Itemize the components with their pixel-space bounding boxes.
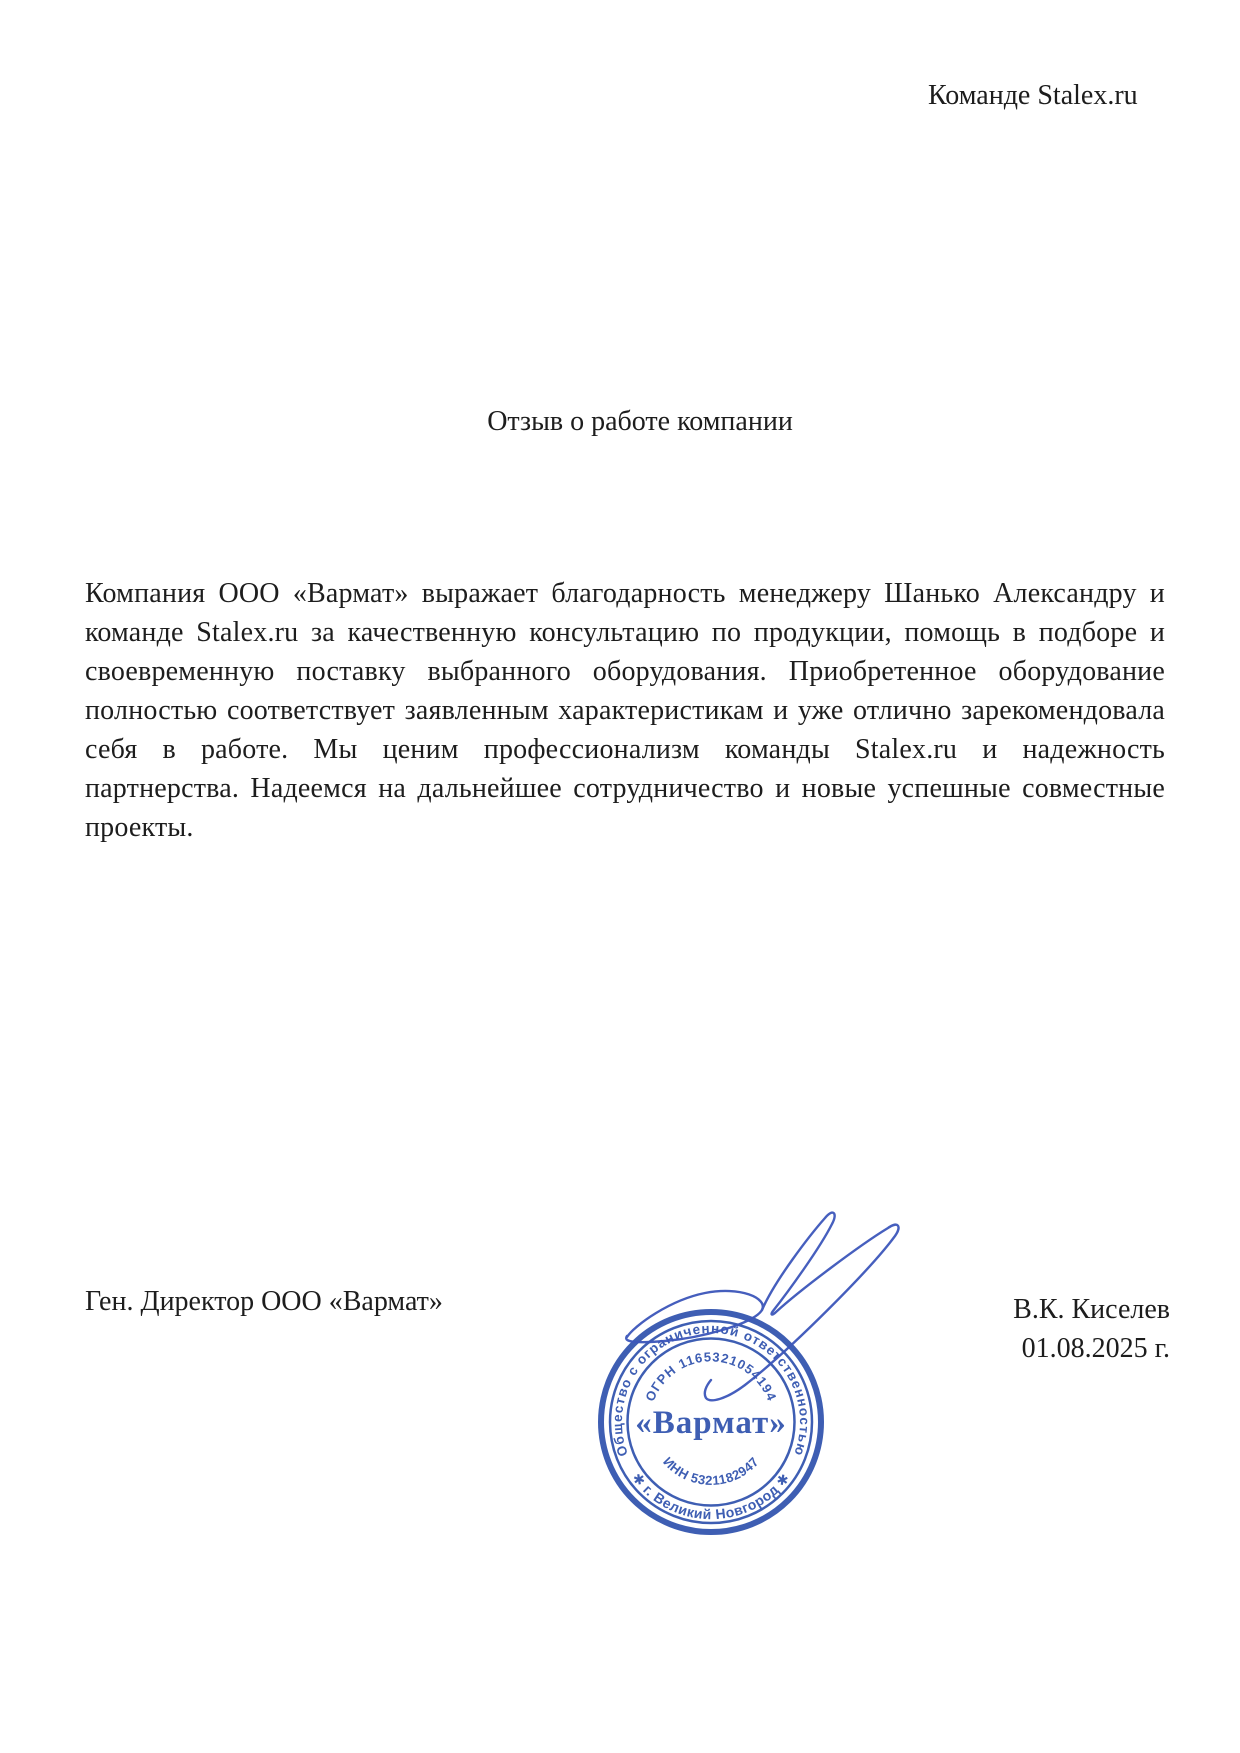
letter-date: 01.08.2025 г. (1021, 1333, 1170, 1364)
stamp-city-text: ✱ г. Великий Новгород ✱ (629, 1469, 793, 1523)
stamp-center-text: «Вармат» (635, 1405, 787, 1441)
signatory-name: В.К. Киселев (1013, 1294, 1170, 1325)
recipient-line: Команде Stalex.ru (928, 80, 1138, 111)
letter-title: Отзыв о работе компании (487, 406, 793, 437)
stamp-inn-text: ИНН 5321182947 (660, 1453, 762, 1489)
stamp-ogrn-text: ОГРН 1165321054194 (642, 1349, 780, 1404)
handwritten-signature-icon (540, 1160, 1200, 1480)
signatory-role: Ген. Директор ООО «Вармат» (85, 1286, 443, 1317)
stamp-outer-text: Общество с ограниченной ответственностью (609, 1320, 813, 1459)
letter-body: Компания ООО «Вармат» выражает благодарность менеджеру Шанько Александру и команде Stalex.ru за качественную консультацию по продукции, помощь в подборе и своевременную поставку выбранного оборудования. Приобретенное оборудование полностью соответствует заявленным характеристикам и уже отлично зарекомендовала себя в работе. Мы ценим профессионализм команды Stalex.ru и надежность партнерства. Надеемся на дальнейшее сотрудничество и новые успешные совместные проекты. (85, 578, 1165, 843)
